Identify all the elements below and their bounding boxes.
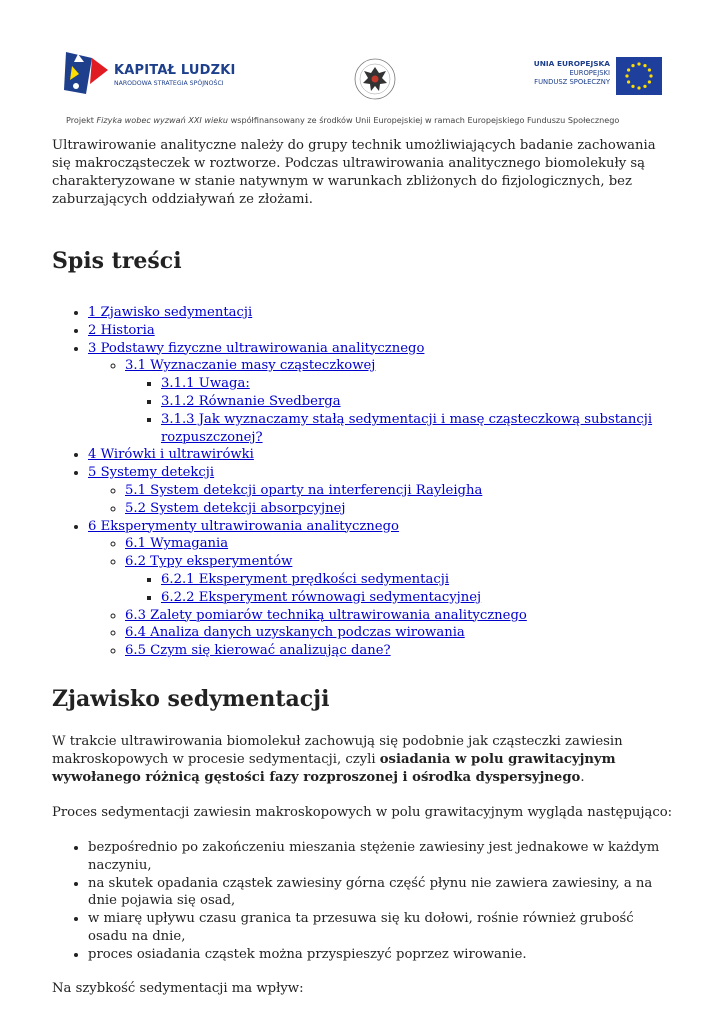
toc-link-5-1[interactable]: 5.1 System detekcji oparty na interferencji Rayleigha [125, 482, 483, 498]
section-paragraph-1 [52, 733, 677, 787]
toc-link-3[interactable]: 3 Podstawy fizyczne ultrawirowania analitycznego [88, 340, 425, 356]
intro-paragraph: Ultrawirowanie analityczne należy do grupy technik umożliwiających badanie zachowania się makrocząsteczek w roztworze. Podczas ultrawirowania analitycznego biomolekuły są charakteryzowane w stanie natywnym w warunkach zbliżonych do fizjologicznych, bez zaburzających oddziaływań ze złożami. [52, 138, 656, 207]
project-prefix: Projekt [66, 115, 97, 125]
toc-link-6[interactable]: 6 Eksperymenty ultrawirowania analitycznego [88, 518, 399, 534]
toc-item [125, 642, 677, 660]
toc-link-5-2[interactable]: 5.2 System detekcji absorpcyjnej [125, 500, 346, 516]
university-seal-icon [353, 55, 397, 103]
project-name: Fizyka wobec wyzwań XXI wieku [96, 115, 229, 125]
toc-heading: Spis treści [52, 248, 182, 274]
toc-item [125, 482, 677, 500]
toc-link-6-1[interactable]: 6.1 Wymagania [125, 536, 229, 552]
toc-item [125, 553, 677, 606]
toc-item [161, 571, 677, 589]
table-of-contents [52, 304, 677, 660]
toc-link-6-2[interactable]: 6.2 Typy eksperymentów [125, 554, 293, 570]
toc-link-6-2-2[interactable]: 6.2.2 Eksperyment równowagi sedymentacyjnej [161, 589, 482, 605]
list-item: • na skutek opadania cząstek zawiesiny górna część płynu nie zawiera zawiesiny, a na dnie pojawia się osad, [88, 875, 677, 911]
eu-fund-line2: FUNDUSZ SPOŁECZNY [534, 78, 610, 86]
project-funding-note [66, 115, 666, 125]
kapital-ludzki-title: KAPITAŁ LUDZKI [114, 63, 236, 78]
eu-flag-icon [616, 57, 662, 95]
toc-link-3-1-1[interactable]: 3.1.1 Uwaga: [161, 376, 250, 392]
toc-link-6-5[interactable]: 6.5 Czym się kierować analizując dane? [125, 643, 391, 659]
toc-item [125, 357, 677, 446]
toc-item [88, 322, 677, 340]
toc-link-6-4[interactable]: 6.4 Analiza danych uzyskanych podczas wirowania [125, 625, 465, 641]
kapital-ludzki-logo [62, 50, 242, 106]
toc-item [88, 340, 677, 447]
kapital-ludzki-emblem-icon [62, 50, 110, 100]
toc-item [161, 393, 677, 411]
kapital-ludzki-subtitle: NARODOWA STRATEGIA SPÓJNOŚCI [114, 80, 224, 87]
toc-item [88, 304, 677, 322]
toc-item [88, 464, 677, 517]
toc-link-6-2-1[interactable]: 6.2.1 Eksperyment prędkości sedymentacji [161, 571, 450, 587]
toc-link-6-3[interactable]: 6.3 Zalety pomiarów techniką ultrawirowania analitycznego [125, 607, 527, 623]
toc-link-3-1-3[interactable]: 3.1.3 Jak wyznaczamy stałą sedymentacji i masę cząsteczkową substancji rozpuszczonej? [161, 411, 653, 445]
toc-item [88, 518, 677, 660]
toc-item [125, 624, 677, 642]
section-paragraph-3: Na szybkość sedymentacji ma wpływ: [52, 980, 304, 996]
section-paragraph-2: Proces sedymentacji zawiesin makroskopowych w polu grawitacyjnym wygląda następująco: [52, 804, 673, 820]
toc-item [161, 411, 677, 447]
toc-link-4[interactable]: 4 Wirówki i ultrawirówki [88, 447, 254, 463]
list-item: • w miarę upływu czasu granica ta przesuwa się ku dołowi, rośnie również grubość osadu na dnie, [88, 910, 677, 946]
eu-logo [520, 57, 662, 97]
process-bullet-list [52, 839, 677, 964]
paragraph-bold-text: osiadania w polu grawitacyjnym wywołanego różnicą gęstości fazy rozproszonej i ośrodka dyspersyjnego [52, 751, 616, 785]
toc-item [161, 589, 677, 607]
paragraph-text: W trakcie ultrawirowania biomolekuł zachowują się podobnie jak cząsteczki zawiesin makroskopowych w procesie sedymentacji, czyli [52, 733, 623, 767]
toc-item [125, 535, 677, 553]
toc-link-5[interactable]: 5 Systemy detekcji [88, 465, 215, 481]
toc-item [125, 607, 677, 625]
toc-item [161, 375, 677, 393]
toc-link-1[interactable]: 1 Zjawisko sedymentacji [88, 305, 253, 320]
paragraph-end: . [580, 769, 585, 785]
list-item: • proces osiadania cząstek można przyspieszyć poprzez wirowanie. [88, 946, 677, 964]
toc-link-2[interactable]: 2 Historia [88, 322, 155, 338]
eu-fund-line1: EUROPEJSKI [569, 69, 610, 77]
eu-name: UNIA EUROPEJSKA [533, 59, 610, 68]
toc-link-3-1-2[interactable]: 3.1.2 Równanie Svedberga [161, 393, 341, 409]
project-suffix: współfinansowany ze środków Unii Europejskiej w ramach Europejskiego Funduszu Społecznego [228, 115, 620, 125]
section-heading-sedymentacja: Zjawisko sedymentacji [52, 685, 330, 712]
list-item: • bezpośrednio po zakończeniu mieszania stężenie zawiesiny jest jednakowe w każdym naczyniu, [88, 839, 677, 875]
article-content [52, 137, 677, 998]
toc-item [88, 446, 677, 464]
toc-item [125, 500, 677, 518]
toc-link-3-1[interactable]: 3.1 Wyznaczanie masy cząsteczkowej [125, 358, 376, 374]
